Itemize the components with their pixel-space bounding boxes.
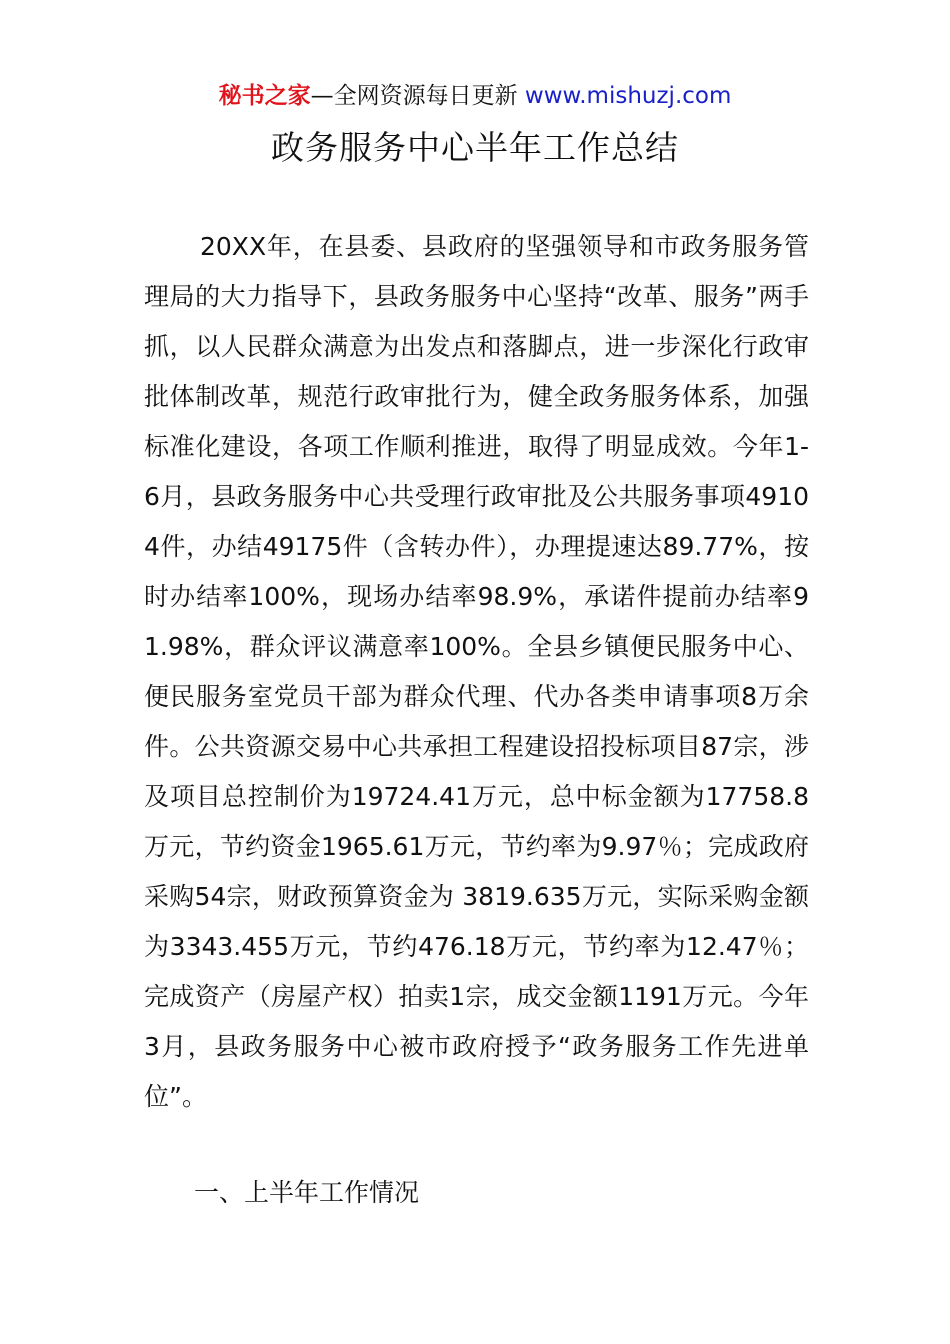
body-paragraph: 20XX年，在县委、县政府的坚强领导和市政务服务管理局的大力指导下，县政务服务中心坚持“改革、服务”两手抓，以人民群众满意为出发点和落脚点，进一步深化行政审批体制改革，规范行政审批行为，健全政务服务体系，加强标准化建设，各项工作顺利推进，取得了明显成效。今年1-6月，县政务服务中心共受理行政审批及公共服务事项49104件，办结49175件（含转办件），办理提速达89.77%，按时办结率100%，现场办结率98.9%，承诺件提前办结率91.98%，群众评议满意率100%。全县乡镇便民服务中心、便民服务室党员干部为群众代理、代办各类申请事项8万余件。公共资源交易中心共承担工程建设招投标项目87宗，涉及项目总控制价为19724.41万元，总中标金额为17758.8万元，节约资金1965.61万元，节约率为9.97％；完成政府采购54宗，财政预算资金为 3819.635万元，实际采购金额为3343.455万元，节约476.18万元，节约率为12.47％；完成资产（房屋产权）拍卖1宗，成交金额1191万元。今年3月，县政务服务中心被市政府授予“政务服务工作先进单位”。 — [144, 232, 809, 1111]
header-tagline: —全网资源每日更新 — [310, 83, 525, 109]
site-url-link[interactable]: www.mishuzj.com — [524, 83, 732, 109]
document-title: 政务服务中心半年工作总结 — [271, 128, 679, 167]
section-heading: 一、上半年工作情况 — [194, 1178, 420, 1207]
brand-name: 秘书之家 — [218, 83, 311, 109]
site-header — [0, 80, 950, 112]
